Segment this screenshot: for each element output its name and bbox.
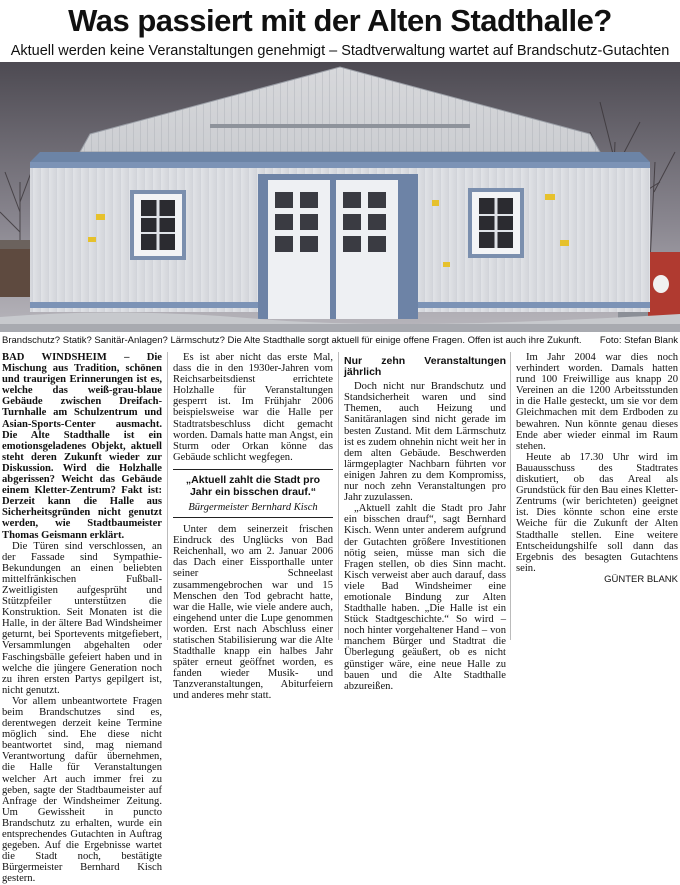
article-column-3	[344, 352, 506, 692]
article-column-4	[516, 352, 678, 640]
article-lead: BAD WINDSHEIM – Die Mischung aus Tradition, schönen und traurigen Erinnerungen ist es, welche das weiß-grau-blaue Gebäude zwischen Dreifach-Turnhalle am Schulzentrum und Asian-Sports-Center ausmacht. Die Alte Stadthalle ist ein emotionsgeladenes Objekt, aktuell steht deren Zukunft wieder zur Diskussion. Wird die Holzhalle abgerissen? Weicht das Gebäude einem Kletter-Zentrum? Fakt ist: Derzeit kann die Halle aus Sicherheitsgründen nicht genutzt werden, wie Stadtbaumeister Thomas Geismann erklärt.	[2, 352, 162, 541]
column-divider	[510, 352, 511, 640]
article-paragraph: „Aktuell zahlt die Stadt pro Jahr ein bisschen drauf“, sagt Bernhard Kisch. Wenn unter anderem aufgrund der Gutachten größere Investitionen nötig seien, müsse man sich die Fragen stellen, ob dies Sinn macht. Kisch verweist aber auch darauf, dass viele Bad Windsheimer eine emotionale Bindung zur Alten Stadthalle haben. „Die Halle ist ein Stück Stadtgeschichte.“ So wird – noch hinter vorgehaltener Hand – von manchem Bürger und Stadtrat die Überlegung geäußert, ob es nicht günstiger wäre, eine neue Halle zu bauen und die Alte Stadthalle abzureißen.	[344, 503, 506, 692]
article-paragraph: Die Türen sind verschlossen, an der Fassade sind Sympathie-Bekundungen an einen beliebten mittelfränkischen Fußball-Zweitligisten aufgesprüht und Stützpfeiler unterstützen die Konstruktion. Seit Monaten ist die Halle, in der ältere Bad Windsheimer geturnt, bei Sportevents mitgefiebert, Versammlungen abgehalten oder Faschingsbälle gefeiert haben und in welche die jüngere Generation noch zu ihren ersten Partys gepilgert ist, nicht genutzt.	[2, 540, 162, 696]
article-paragraph: Heute ab 17.30 Uhr wird im Bauausschuss des Stadtrates diskutiert, ob das Areal als Grundstück für den Bau eines Kletter-Zentrums (wir berichteten) geeignet ist. Dies könnte schon eine erste Weiche für die Zukunft der Alten Stadthalle stellen. Eine weitere Entscheidungshilfe soll dann das Ergebnis des besagten Gutachtens sein.	[516, 451, 678, 574]
column-divider	[167, 352, 168, 640]
article-column-1	[2, 352, 162, 885]
subheadline: Aktuell werden keine Veranstaltungen genehmigt – Stadtverwaltung wartet auf Brandschutz-Gutachten	[10, 43, 670, 59]
pull-quote-text: „Aktuell zahlt die Stadt pro Jahr ein bisschen drauf.“	[185, 473, 321, 499]
pull-quote	[173, 469, 333, 518]
headline: Was passiert mit der Alten Stadthalle?	[68, 3, 612, 38]
article-paragraph: Es ist aber nicht das erste Mal, dass die in den 1930er-Jahren vom Reichsarbeitsdienst errichtete Holzhalle für Veranstaltungen gesperrt ist. Im Frühjahr 2006 beispielsweise war die Halle per Stadtratsbeschluss dicht gemacht worden. Damals hatte man Angst, ein Sturm oder Orkan könne das Gebäude schlicht wegfegen.	[173, 352, 333, 463]
article-photo	[0, 62, 680, 332]
article-paragraph: Im Jahr 2004 war dies noch verhindert worden. Damals hatten rund 100 Freiwillige aus knapp 20 Vereinen an die 1200 Arbeitsstunden in die Halle gesteckt, um sie vor dem Gleichmachen mit dem Erdboden zu bewahren. Nun könnte genau dieses Ende aber wieder einmal im Raum stehen.	[516, 352, 678, 452]
photo-credit: Foto: Stefan Blank	[599, 335, 678, 346]
pull-quote-author: Bürgermeister Bernhard Kisch	[188, 501, 318, 513]
photo-caption: Brandschutz? Statik? Sanitär-Anlagen? Lärmschutz? Die Alte Stadthalle sorgt aktuell für einige offene Fragen. Offen ist auch ihre Zukunft.	[2, 335, 582, 346]
stadthalle-photo	[0, 62, 680, 332]
author-signature: GÜNTER BLANK	[604, 573, 678, 585]
section-subtitle: Nur zehn Veranstaltungen jährlich	[344, 355, 506, 379]
photo-caption-row	[2, 334, 678, 348]
column-divider	[338, 352, 339, 640]
article-paragraph: Doch nicht nur Brandschutz und Standsicherheit waren und sind Themen, auch Heizung und Sanitäranlagen sind nicht gerade im besten Zustand. Mit dem Lärmschutz ist es zudem ohnehin nicht weit her in dem alten Gebäude. Beschwerden lärmgeplagter Nachbarn führten vor einigen Jahren zu dem Kompromiss, nur noch zehn Veranstaltungen pro Jahr zuzulassen.	[344, 381, 506, 504]
article-column-2	[173, 352, 333, 702]
article-paragraph: Unter dem seinerzeit frischen Eindruck des Unglücks von Bad Reichenhall, wo am 2. Januar 2006 das Dach einer Eissporthalle unter seiner Schneelast zusammengebrochen war und 15 Menschen den Tod gebracht hatte, war die Halle, wie viele andere auch, eingehend unter die Lupe genommen worden. Erst nach Abschluss einer statischen Stabilisierung war die Alte Stadthalle knapp ein halbes Jahr später erneut geöffnet worden, es fanden wieder Musik- und Tanzveranstaltungen, Abiturfeiern und anderes mehr statt.	[173, 524, 333, 702]
article-paragraph: Vor allem unbeantwortete Fragen beim Brandschutzes sind es, derentwegen derzeit keine Termine möglich sind. Ehe diese nicht beantwortet sind, mag niemand Verantwortung dafür übernehmen, die Halle für Veranstaltungen welcher Art auch immer frei zu geben, sagte der Stadtbaumeister auf Anfrage der Windsheimer Zeitung. Um Gewissheit in puncto Brandschutz zu erhalten, wurde ein entsprechendes Gutachten in Auftrag gegeben. Auf die Ergebnisse wartet die Stadt noch, bestätigte Bürgermeister Bernhard Kisch gestern.	[2, 695, 162, 885]
